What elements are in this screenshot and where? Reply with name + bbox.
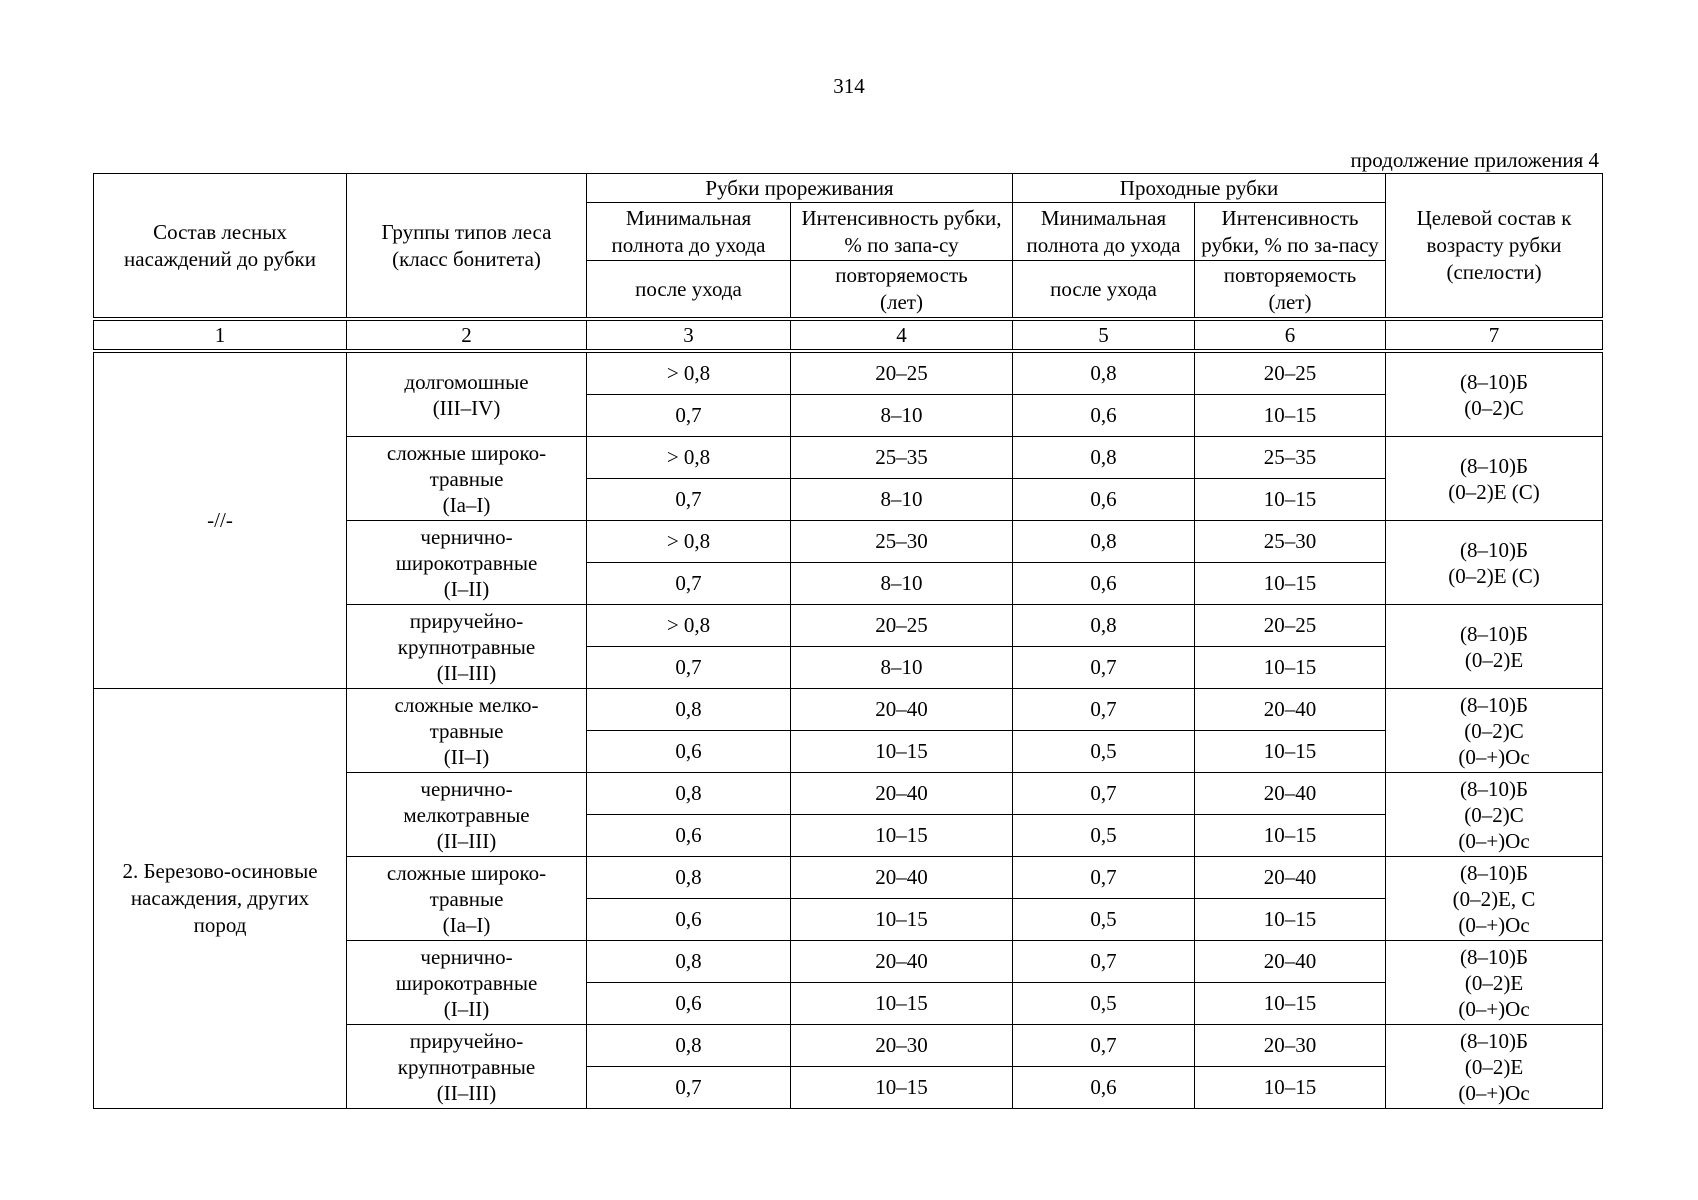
table-row [94, 351, 1603, 395]
target-composition-cell: (8–10)Б (0–2)Е (С) [1386, 437, 1603, 521]
value-cell: 0,5 [1013, 899, 1195, 941]
value-cell: 20–30 [1195, 1025, 1386, 1067]
value-cell: 20–40 [791, 689, 1013, 731]
value-cell: 0,7 [1013, 1025, 1195, 1067]
value-cell: 20–25 [791, 605, 1013, 647]
forest-type-cell: чернично- мелкотравные (II–III) [347, 773, 587, 857]
composition-cell: -//- [94, 351, 347, 689]
value-cell: 10–15 [1195, 563, 1386, 605]
value-cell: 0,5 [1013, 983, 1195, 1025]
target-composition-cell: (8–10)Б (0–2)Е [1386, 605, 1603, 689]
value-cell: > 0,8 [587, 351, 791, 395]
forest-type-cell: чернично- широкотравные (I–II) [347, 941, 587, 1025]
value-cell: 25–35 [791, 437, 1013, 479]
value-cell: 20–40 [1195, 689, 1386, 731]
value-cell: 0,5 [1013, 731, 1195, 773]
forest-care-table [93, 173, 1603, 1109]
value-cell: 10–15 [1195, 395, 1386, 437]
target-composition-cell: (8–10)Б (0–2)Е (0–+)Ос [1386, 1025, 1603, 1109]
target-composition-cell: (8–10)Б (0–2)С (0–+)Ос [1386, 689, 1603, 773]
value-cell: 0,7 [1013, 647, 1195, 689]
header-after-care-passage: после ухода [1013, 261, 1195, 320]
value-cell: 20–25 [1195, 605, 1386, 647]
value-cell: 0,8 [587, 689, 791, 731]
value-cell: 8–10 [791, 563, 1013, 605]
value-cell: 20–40 [791, 857, 1013, 899]
column-number: 1 [94, 319, 347, 351]
value-cell: 0,6 [1013, 563, 1195, 605]
value-cell: 20–40 [1195, 773, 1386, 815]
target-composition-cell: (8–10)Б (0–2)Е (С) [1386, 521, 1603, 605]
header-thinning: Рубки прореживания [587, 174, 1013, 203]
page-number: 314 [833, 74, 865, 98]
value-cell: 10–15 [791, 815, 1013, 857]
value-cell: 8–10 [791, 395, 1013, 437]
forest-type-cell: приручейно- крупнотравные (II–III) [347, 605, 587, 689]
value-cell: 0,8 [1013, 437, 1195, 479]
value-cell: 8–10 [791, 479, 1013, 521]
target-composition-cell: (8–10)Б (0–2)Е (0–+)Ос [1386, 941, 1603, 1025]
value-cell: 25–35 [1195, 437, 1386, 479]
target-composition-cell: (8–10)Б (0–2)С (0–+)Ос [1386, 773, 1603, 857]
value-cell: 10–15 [1195, 479, 1386, 521]
header-forest-types: Группы типов леса (класс бонитета) [347, 174, 587, 320]
value-cell: 0,6 [587, 899, 791, 941]
value-cell: 0,7 [587, 647, 791, 689]
value-cell: 0,6 [1013, 1067, 1195, 1109]
forest-type-cell: сложные мелко- травные (II–I) [347, 689, 587, 773]
header-repeatability-passage: повторяемость (лет) [1195, 261, 1386, 320]
value-cell: 0,7 [587, 1067, 791, 1109]
column-number: 7 [1386, 319, 1603, 351]
value-cell: 10–15 [1195, 647, 1386, 689]
header-target-composition: Целевой состав к возрасту рубки (спелости) [1386, 174, 1603, 320]
value-cell: 0,6 [1013, 395, 1195, 437]
forest-type-cell: приручейно- крупнотравные (II–III) [347, 1025, 587, 1109]
target-composition-cell: (8–10)Б (0–2)Е, С (0–+)Ос [1386, 857, 1603, 941]
value-cell: 0,6 [1013, 479, 1195, 521]
value-cell: 0,8 [587, 857, 791, 899]
value-cell: 20–40 [1195, 941, 1386, 983]
value-cell: 10–15 [1195, 1067, 1386, 1109]
value-cell: 0,8 [1013, 351, 1195, 395]
value-cell: 10–15 [791, 731, 1013, 773]
value-cell: 0,8 [587, 1025, 791, 1067]
value-cell: 20–25 [791, 351, 1013, 395]
value-cell: 20–25 [1195, 351, 1386, 395]
value-cell: 10–15 [791, 983, 1013, 1025]
header-min-density-thinning: Минимальная полнота до ухода [587, 203, 791, 261]
value-cell: 20–30 [791, 1025, 1013, 1067]
value-cell: 0,5 [1013, 815, 1195, 857]
value-cell: 10–15 [791, 1067, 1013, 1109]
value-cell: 0,8 [587, 773, 791, 815]
value-cell: 0,7 [1013, 689, 1195, 731]
header-intensity-passage: Интенсивность рубки, % по за-пасу [1195, 203, 1386, 261]
value-cell: 0,7 [1013, 857, 1195, 899]
column-number: 4 [791, 319, 1013, 351]
value-cell: 8–10 [791, 647, 1013, 689]
value-cell: 0,7 [587, 395, 791, 437]
value-cell: 0,6 [587, 983, 791, 1025]
header-intensity-thinning: Интенсивность рубки, % по запа-су [791, 203, 1013, 261]
header-min-density-passage: Минимальная полнота до ухода [1013, 203, 1195, 261]
value-cell: > 0,8 [587, 521, 791, 563]
column-number: 2 [347, 319, 587, 351]
column-number: 5 [1013, 319, 1195, 351]
value-cell: 25–30 [1195, 521, 1386, 563]
value-cell: 10–15 [1195, 983, 1386, 1025]
composition-cell: 2. Березово-осиновые насаждения, других пород [94, 689, 347, 1109]
header-after-care-thinning: после ухода [587, 261, 791, 320]
forest-type-cell: долгомошные (III–IV) [347, 351, 587, 437]
table-row [94, 689, 1603, 731]
value-cell: 0,6 [587, 815, 791, 857]
value-cell: 0,7 [587, 479, 791, 521]
value-cell: 0,8 [587, 941, 791, 983]
continuation-label: продолжение приложения 4 [1350, 148, 1599, 172]
value-cell: 0,7 [1013, 773, 1195, 815]
value-cell: 10–15 [1195, 815, 1386, 857]
value-cell: 0,7 [1013, 941, 1195, 983]
value-cell: 0,8 [1013, 605, 1195, 647]
value-cell: 20–40 [1195, 857, 1386, 899]
target-composition-cell: (8–10)Б (0–2)С [1386, 351, 1603, 437]
value-cell: 25–30 [791, 521, 1013, 563]
value-cell: 0,8 [1013, 521, 1195, 563]
value-cell: > 0,8 [587, 437, 791, 479]
forest-type-cell: чернично- широкотравные (I–II) [347, 521, 587, 605]
value-cell: 10–15 [1195, 731, 1386, 773]
header-composition: Состав лесных насаждений до рубки [94, 174, 347, 320]
header-passage: Проходные рубки [1013, 174, 1386, 203]
value-cell: 10–15 [791, 899, 1013, 941]
forest-type-cell: сложные широко- травные (Ia–I) [347, 857, 587, 941]
value-cell: 0,6 [587, 731, 791, 773]
value-cell: 0,7 [587, 563, 791, 605]
value-cell: 10–15 [1195, 899, 1386, 941]
column-number: 6 [1195, 319, 1386, 351]
value-cell: > 0,8 [587, 605, 791, 647]
header-repeatability-thinning: повторяемость (лет) [791, 261, 1013, 320]
value-cell: 20–40 [791, 941, 1013, 983]
column-number: 3 [587, 319, 791, 351]
value-cell: 20–40 [791, 773, 1013, 815]
forest-type-cell: сложные широко- травные (Ia–I) [347, 437, 587, 521]
